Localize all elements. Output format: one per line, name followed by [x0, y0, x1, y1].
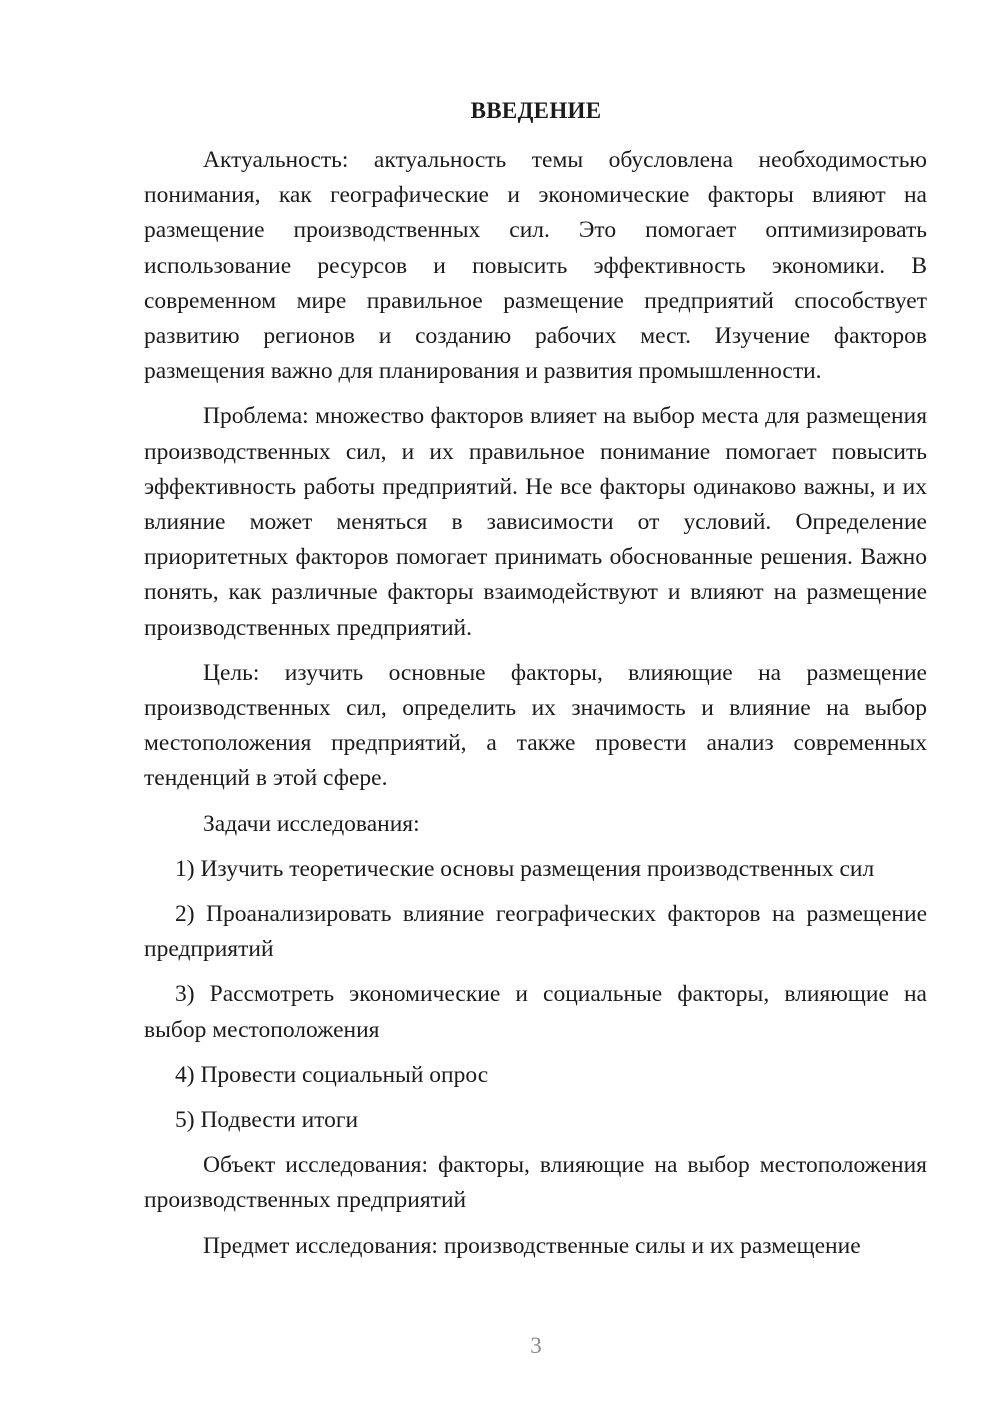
- tasks-heading: Задачи исследования:: [203, 810, 420, 837]
- object-paragraph: Объект исследования: факторы, влияющие на выбор местоположения производственных предприятий: [144, 1152, 927, 1214]
- page-number: 3: [530, 1333, 542, 1358]
- task-item: 5) Подвести итоги: [175, 1107, 359, 1134]
- task-item: 4) Провести социальный опрос: [175, 1061, 489, 1088]
- relevance-paragraph: Актуальность: актуальность темы обусловлена необходимостью понимания, как географические и экономические факторы влияют на размещение производственных сил. Это помогает оптимизировать использование ресурсов и повысить эффективность экономики. В современном мире правильное размещение предприятий способствует развитию регионов и созданию рабочих мест. Изучение факторов размещения важно для планирования и развития промышленности.: [144, 147, 927, 385]
- goal-paragraph: Цель: изучить основные факторы, влияющие на размещение производственных сил, определить их значимость и влияние на выбор местоположения предприятий, а также провести анализ современных тенденций в этой сфере.: [144, 659, 927, 792]
- subject-paragraph: Предмет исследования: производственные силы и их размещение: [203, 1232, 861, 1259]
- task-item: 3) Рассмотреть экономические и социальные факторы, влияющие на выбор местоположения: [144, 981, 927, 1043]
- task-item: 1) Изучить теоретические основы размещения производственных сил: [175, 855, 875, 882]
- problem-paragraph: Проблема: множество факторов влияет на выбор места для размещения производственных сил, и их правильное понимание помогает повысить эффективность работы предприятий. Не все факторы одинаково важны, и их влияние может меняться в зависимости от условий. Определение приоритетных факторов помогает принимать обоснованные решения. Важно понять, как различные факторы взаимодействуют и влияют на размещение производственных предприятий.: [144, 403, 927, 641]
- task-item: 2) Проанализировать влияние географических факторов на размещение предприятий: [144, 901, 927, 963]
- section-title: ВВЕДЕНИЕ: [470, 98, 602, 123]
- body-text: [144, 143, 927, 1274]
